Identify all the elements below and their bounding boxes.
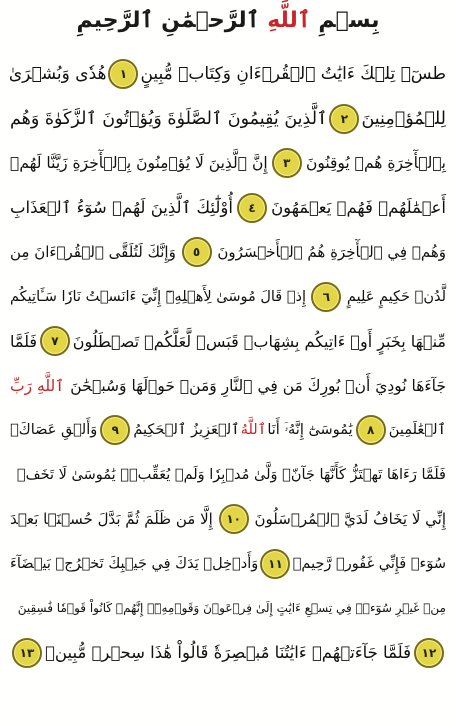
verse-number-marker: ١٣ xyxy=(12,638,42,668)
verse-text: إِذۡ قَالَ مُوسَىٰ لِأَهۡلِهِۦٓ إِنِّيٓ ءَانَسۡتُ نَارٗا سَـَٔاتِيكُم xyxy=(10,288,307,305)
verse-number-marker: ٨ xyxy=(356,415,386,445)
verse-line xyxy=(10,275,446,320)
basmala-heading xyxy=(0,0,456,40)
verse-lines xyxy=(10,52,446,675)
verse-line xyxy=(10,453,446,498)
verse-line xyxy=(10,586,446,631)
verse-text: هُدٗى وَبُشۡرَىٰ xyxy=(8,64,107,85)
verse-text: يَٰمُوسَىٰٓ إِنَّهُۥٓ أَنَا xyxy=(267,422,353,439)
verse-line xyxy=(10,186,446,231)
verse-text: أَعۡمَٰلَهُمۡ فَهُمۡ يَعۡمَهُونَ xyxy=(271,198,446,218)
basmala-rest: ٱلرَّحۡمَٰنِ ٱلرَّحِيمِ xyxy=(76,7,260,33)
verse-text: سُوٓءٖ فَإِنِّي غَفُورٞ رَّحِيمٞ xyxy=(292,555,446,572)
verse-line xyxy=(10,364,446,409)
verse-number-marker: ١ xyxy=(108,59,138,89)
verse-line xyxy=(10,631,446,676)
verse-line xyxy=(10,408,446,453)
divine-name-text: ٱللَّهِ رَبِّ xyxy=(10,376,65,395)
verse-line xyxy=(10,497,446,542)
verse-text: بِٱلۡأٓخِرَةِ هُمۡ يُوقِنُونَ xyxy=(305,154,446,173)
verse-text: أُوْلَٰٓئِكَ ٱلَّذِينَ لَهُمۡ سُوٓءُ ٱلۡعَذَابِ xyxy=(10,198,233,218)
verse-number-marker: ٧ xyxy=(40,326,70,356)
verse-text: ٱلۡعَزِيزُ ٱلۡحَكِيمُ xyxy=(133,422,240,439)
verse-text: إِنِّي لَا يَخَافُ لَدَيَّ ٱلۡمُرۡسَلُونَ xyxy=(254,510,446,529)
verse-number-marker: ٥ xyxy=(182,237,212,267)
verse-text: لِلۡمُؤۡمِنِينَ xyxy=(361,108,446,129)
verse-text: وَإِنَّكَ لَتُلَقَّى ٱلۡقُرۡءَانَ مِن xyxy=(10,243,176,262)
verse-number-marker: ٦ xyxy=(311,282,341,312)
verse-text: وَهُمۡ فِي ٱلۡأٓخِرَةِ هُمُ ٱلۡأَخۡسَرُونَ xyxy=(217,243,446,262)
verse-text: جَآءَهَا نُودِيَ أَنۢ بُورِكَ مَن فِي ٱلنَّارِ وَمَنۡ حَوۡلَهَا وَسُبۡحَٰنَ xyxy=(70,376,446,395)
verse-text: إِنَّ ٱلَّذِينَ لَا يُؤۡمِنُونَ بِٱلۡأٓخِرَةِ زَيَّنَّا لَهُمۡ xyxy=(10,154,268,173)
verse-number-marker: ٤ xyxy=(237,193,267,223)
verse-text: وَأَدۡخِلۡ يَدَكَ فِي جَيۡبِكَ تَخۡرُجۡ بَيۡضَآءَ xyxy=(10,555,259,572)
verse-line xyxy=(10,319,446,364)
verse-line xyxy=(10,141,446,186)
verse-line xyxy=(10,542,446,587)
verse-number-marker: ٣ xyxy=(272,148,302,178)
basmala-divine-name: ٱللَّهِ xyxy=(267,7,311,33)
verse-text: ٱلَّذِينَ يُقِيمُونَ ٱلصَّلَوٰةَ وَيُؤۡتُونَ ٱلزَّكَوٰةَ وَهُم xyxy=(10,108,328,129)
verse-text: فَلَمَّا xyxy=(10,331,38,351)
verse-number-marker: ١٢ xyxy=(414,638,444,668)
verse-text: لَّدُنۡ حَكِيمٍ عَلِيمٍ xyxy=(346,288,446,305)
verse-text: مِنۡ غَيۡرِ سُوٓءٖۖ فِي تِسۡعِ ءَايَٰتٍ إِلَىٰ فِرۡعَوۡنَ وَقَوۡمِهِۦٓۚ إِنَّهُمۡ كَانُواْ قَوۡمٗا فَٰسِقِينَ xyxy=(17,601,446,616)
basmala-bism: بِسۡمِ xyxy=(318,7,380,33)
verse-number-marker: ٩ xyxy=(100,415,130,445)
verse-text: فَلَمَّا رَءَاهَا تَهۡتَزُّ كَأَنَّهَا جَآنّٞ وَلَّىٰ مُدۡبِرٗا وَلَمۡ يُعَقِّبۡۚ يَٰمُوسَىٰ لَا تَخَفۡ xyxy=(16,466,446,483)
verse-text: طسٓۚ تِلۡكَ ءَايَٰتُ ٱلۡقُرۡءَانِ وَكِتَابٖ مُّبِينٍ xyxy=(140,64,446,85)
verse-text: فَلَمَّا جَآءَتۡهُمۡ ءَايَٰتُنَا مُبۡصِرَةٗ قَالُواْ هَٰذَا سِحۡرٞ مُّبِينٞ xyxy=(45,643,411,663)
verse-text: ٱلۡعَٰلَمِينَ xyxy=(388,422,446,439)
verse-number-marker: ١١ xyxy=(260,549,290,579)
verse-text: مِّنۡهَا بِخَبَرٍ أَوۡ ءَاتِيكُم بِشِهَابٖ قَبَسٖ لَّعَلَّكُمۡ تَصۡطَلُونَ xyxy=(72,331,446,351)
verse-number-marker: ١٠ xyxy=(219,504,249,534)
verse-text: إِلَّا مَن ظَلَمَ ثُمَّ بَدَّلَ حُسۡنَۢا بَعۡدَ xyxy=(10,510,213,529)
divine-name-text: ٱللَّهُ xyxy=(240,422,267,439)
verse-number-marker: ٢ xyxy=(329,104,359,134)
verse-line xyxy=(10,97,446,142)
verse-line xyxy=(10,52,446,97)
verse-text: وَأَلۡقِ عَصَاكَۚ xyxy=(10,422,98,439)
verse-line xyxy=(10,230,446,275)
